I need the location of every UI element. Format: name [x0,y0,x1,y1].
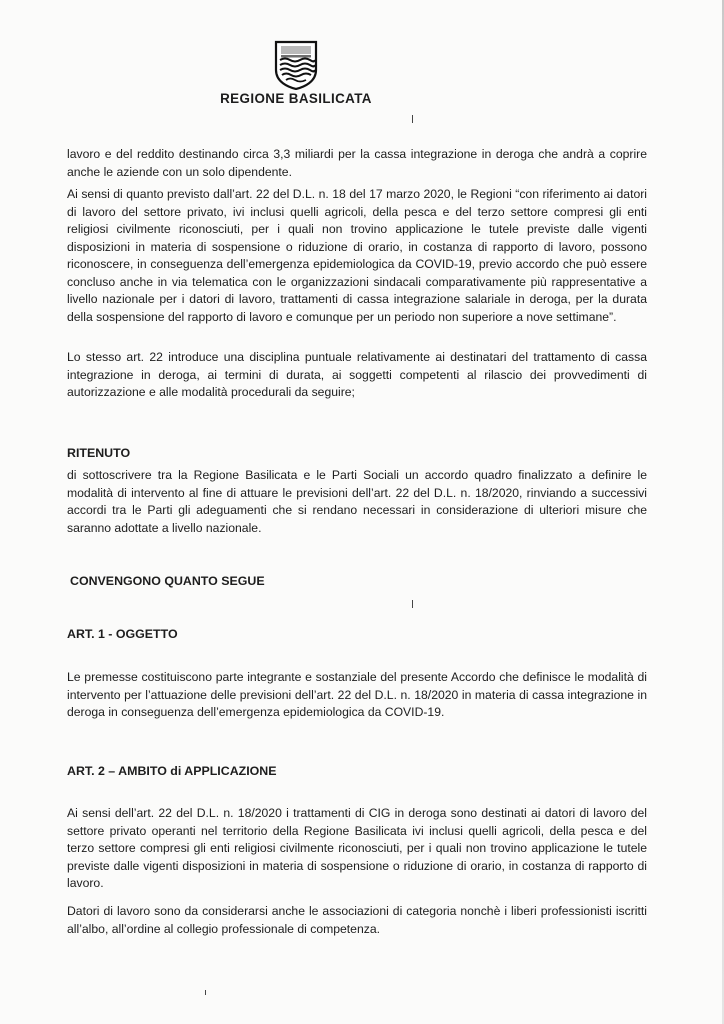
scan-speck [412,600,413,608]
paragraph-intro-text: lavoro e del reddito destinando circa 3,3 miliardi per la cassa integrazione in deroga che andrà a coprire anche le aziende con un solo dipendente. [67,147,647,179]
paragraph-art22 [67,186,647,326]
paragraph-art2-first [67,805,647,893]
paragraph-art22-text: Ai sensi di quanto previsto dall’art. 22 del D.L. n. 18 del 17 marzo 2020, le Regioni “con riferimento ai datori di lavoro del settore privato, ivi inclusi quelli agricoli, della pesca e del terzo settore compresi gli enti religiosi civilmente riconosciuti, per i quali non trovino applicazione le tutele previste dalle vigenti disposizioni in materia di sospensione o riduzione di orario, in costanza di rapporto di lavoro, possono riconoscere, in conseguenza dell’emergenza epidemiologica da COVID-19, previo accordo che può essere concluso anche in via telematica con le organizzazioni sindacali comparativamente più rappresentative a livello nazionale per i datori di lavoro, trattamenti di cassa integrazione salariale in deroga, per la durata della sospensione del rapporto di lavoro e comunque per un periodo non superiore a nove settimane”. [67,187,647,324]
heading-convengono: CONVENGONO QUANTO SEGUE [70,574,265,588]
paragraph-discipline-text: Lo stesso art. 22 introduce una disciplina puntuale relativamente ai destinatari del trattamento di cassa integrazione in deroga, ai termini di durata, ai soggetti competenti al rilascio dei provvedimenti di autorizzazione e alle modalità procedurali da seguire; [67,350,647,399]
scan-speck [205,990,206,995]
heading-art2: ART. 2 – AMBITO di APPLICAZIONE [67,764,277,778]
regione-basilicata-crest-icon [274,40,318,90]
scan-speck [412,115,413,123]
heading-art1: ART. 1 - OGGETTO [67,627,178,641]
page-title: REGIONE BASILICATA [220,91,372,106]
paragraph-ritenuto-text: di sottoscrivere tra la Regione Basilicata e le Parti Sociali un accordo quadro finalizzato a definire le modalità di intervento al fine di attuare le previsioni dell’art. 22 del D.L. n. 18/2020, rinviando a successivi accordi tra le Parti gli adeguamenti che si rendano necessari in considerazione di ulteriori misure che saranno adottate a livello nazionale. [67,468,647,535]
paragraph-intro [67,146,647,181]
paragraph-art1-text: Le premesse costituiscono parte integrante e sostanziale del presente Accordo che definisce le modalità di intervento per l’attuazione delle previsioni dell’art. 22 del D.L. n. 18/2020 in materia di cassa integrazione in deroga in conseguenza dell’emergenza epidemiologica da COVID-19. [67,670,647,719]
heading-ritenuto: RITENUTO [67,446,131,460]
paragraph-ritenuto [67,467,647,537]
paragraph-art2-second [67,903,647,938]
paragraph-art2-first-text: Ai sensi dell’art. 22 del D.L. n. 18/2020 i trattamenti di CIG in deroga sono destinati ai datori di lavoro del settore privato operanti nel territorio della Regione Basilicata ivi inclusi quelli agricoli, della pesca e del terzo settore compresi gli enti religiosi civilmente riconosciuti, per i quali non trovino applicazione le tutele previste dalle vigenti disposizioni in materia di sospensione o riduzione di orario, in costanza di rapporto di lavoro. [67,806,647,890]
paragraph-art1 [67,669,647,722]
paragraph-art2-second-text: Datori di lavoro sono da considerarsi anche le associazioni di categoria nonchè i liberi professionisti iscritti all’albo, all’ordine al collegio professionale di competenza. [67,904,647,936]
paragraph-discipline [67,349,647,402]
